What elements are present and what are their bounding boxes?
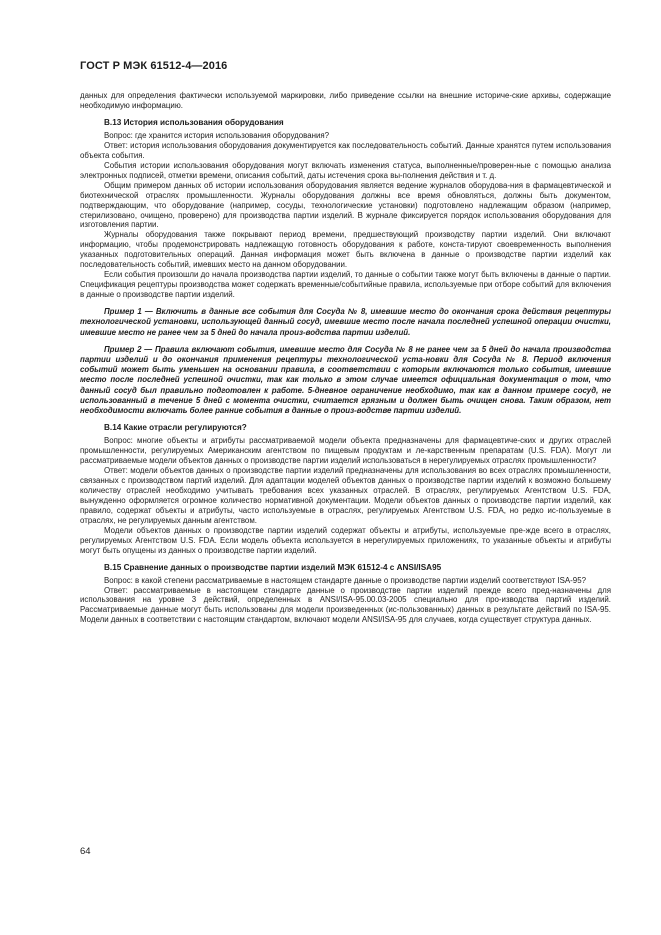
b13-paragraph-events: События истории использования оборудования могут включать изменения статуса, выполненные/проверен-ные с помощью анализа электронных подписей, отметки времени, описания событий, даты истечения срока вы-полнения действия и т. д.	[80, 160, 611, 180]
b13-question: Вопрос: где хранится история использования оборудования?	[104, 130, 330, 140]
section-heading-b14: B.14 Какие отрасли регулируются?	[104, 423, 247, 433]
example-2: Пример 2 — Правила включают события, имевшие место для Сосуда № 8 не ранее чем за 5 дней до начала производства партии изделий и до окончания применения рецептуры технологической уста-новки для Сосуда № 8. Период включения событий может быть уменьшен на основании правила, в соответствии с которым включаются только события, имевшие место после последней успешной очистки, так как только в этом случае имеется официальная документация о том, что данный сосуд был правильно подготовлен к работе. 5-дневное ограничение необходимо, так как в данном примере сосуд, не использованный в течение 5 дней с момента очистки, считается грязным и должен быть очищен снова. Таким образом, нет необходимости включать более ранние события в данные о произ-водстве партии изделий.	[80, 344, 611, 415]
b15-question: Вопрос: в какой степени рассматриваемые в настоящем стандарте данные о производстве партии изделий соответствуют ISA-95?	[104, 575, 586, 585]
b13-paragraph-time-period: Журналы оборудования также покрывают период времени, предшествующий производству партии изделий. Они включают информацию, чтобы продемонстрировать надлежащую готовность оборудования к работе, конста-тируют своевременность выполнения указанных подготовительных операций. Данная информация может быть включена в данные о производстве партии изделий как последовательность событий, имевших место на данном оборудовании.	[80, 230, 611, 270]
b13-paragraph-rules: Если события произошли до начала производства партии изделий, то данные о событии также могут быть включены в данные о партии. Спецификация рецептуры производства может содержать временные/событийные правила, используемые при отборе событий для включения в данные о производстве партии изделий.	[80, 270, 611, 300]
b13-answer: Ответ: история использования оборудования документируется как последовательность событий. Данные хранятся путем использования объекта события.	[80, 140, 611, 160]
page-number: 64	[80, 846, 91, 857]
b14-question: Вопрос: многие объекты и атрибуты рассматриваемой модели объекта предназначены для фармацевтиче-ских и других отраслей промышленности, регулируемых Американским агентством по пищевым продуктам и ле-карственным препаратам (U.S. FDA). Могут ли рассматриваемые модели объектов данных о производстве партии изделий использоваться в нерегулируемых отраслях промышленности?	[80, 436, 611, 466]
b14-answer: Ответ: модели объектов данных о производстве партии изделий предназначены для использования во всех отраслях промышленности, связанных с производством партий изделий. Для адаптации моделей объектов данных о производстве партии изделий к возможно большему количеству отраслей необходимо учитывать требования всех указанных отраслей. В отраслях, регулируемых Агентством U.S. FDA, вынужденно оформляется огромное количество нормативной документации. Модели объектов данных о производстве партии изделий, как правило, содержат объекты и атрибуты, часто используемые в отраслях, регулируемых Агентством U.S. FDA, но редко ис-пользуемые в отраслях, не регулируемых данным агентством.	[80, 466, 611, 525]
paragraph-continuation: данных для определения фактически используемой маркировки, либо приведение ссылки на внешние историче-ские архивы, содержащие необходимую информацию.	[80, 91, 611, 110]
section-heading-b15: B.15 Сравнение данных о производстве партии изделий МЭК 61512-4 с ANSI/ISA95	[104, 562, 442, 572]
document-body	[80, 91, 611, 625]
example-1: Пример 1 — Включить в данные все события для Сосуда № 8, имевшие место до окончания срока действия рецептуры технологической установки, использующей данный сосуд, имевшие место после начала последней успешной операции очистки, имевшие место не ранее чем за 5 дней до начала произ-водства партии изделий.	[80, 307, 611, 337]
standard-header: ГОСТ Р МЭК 61512-4—2016	[80, 60, 228, 72]
section-heading-b13: B.13 История использования оборудования	[104, 117, 284, 127]
b15-answer: Ответ: рассматриваемые в настоящем стандарте данные о производстве партии изделий прежде всего пред-назначены для использования на уровне 3 действий, определенных в ANSI/ISA-95.00.03-2005 специально для про-изводства партий изделий. Рассматриваемые данные могут быть использованы для модели произведенных (ис-пользованных) данных в результате действий по ISA-95. Модели данных в соответствии с настоящим стандартом, включают модели ANSI/ISA-95 для случаев, когда существует структура данных.	[80, 585, 611, 625]
b14-paragraph-models: Модели объектов данных о производстве партии изделий содержат объекты и атрибуты, используемые пре-жде всего в отраслях, регулируемых Агентством U.S. FDA. Если модель объекта используется в нерегулируемых приложениях, то указанные объекты и атрибуты могут быть опущены из данных о производстве партии изделий.	[80, 525, 611, 555]
b13-paragraph-logs: Общим примером данных об истории использования оборудования является ведение журналов оборудова-ния в фармацевтической и биотехнической отраслях промышленности. Журналы оборудования должны все время обновляться, должны быть документом, подтверждающим, что оборудование (например, сосуды, технологические установки) подготовлено надлежащим образом (например, стерилизовано, очищено, проверено) для производства партии изделий. В журнале фиксируется порядок использования оборудования для изготовления партии.	[80, 180, 611, 230]
